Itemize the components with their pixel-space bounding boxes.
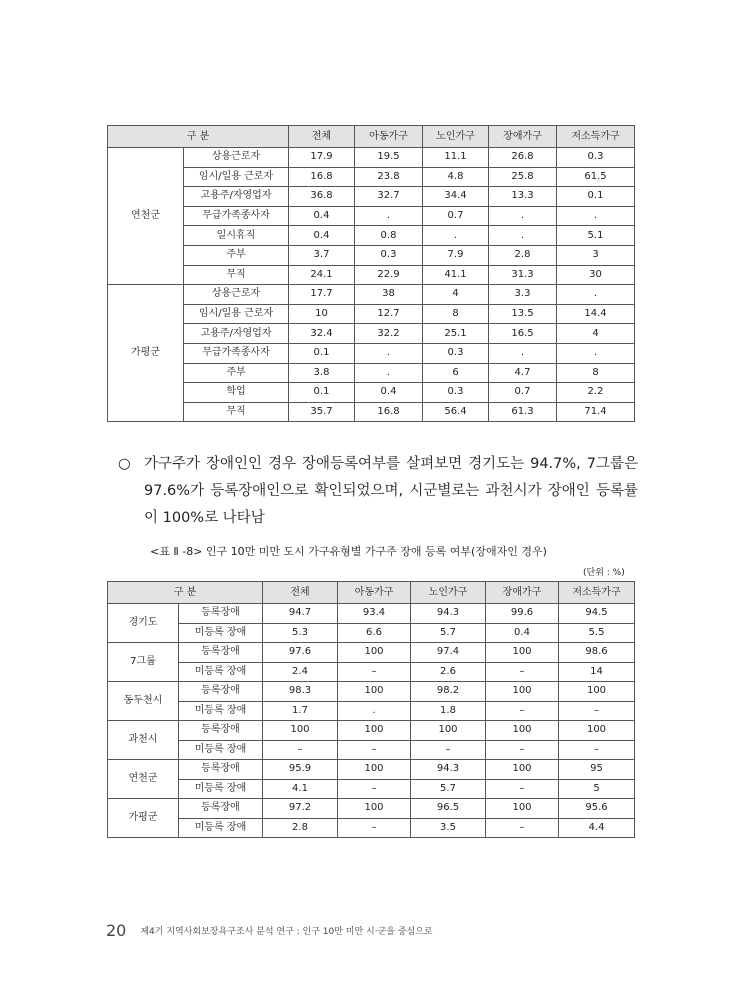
table2-cell: 5.7 bbox=[411, 779, 486, 799]
table1-cell: 4 bbox=[423, 285, 489, 305]
table2-cell: 100 bbox=[411, 721, 486, 741]
table1-cell: . bbox=[423, 226, 489, 246]
table1-row-label: 상용근로자 bbox=[184, 148, 289, 168]
table1-row-label: 학업 bbox=[184, 383, 289, 403]
table2-cell: – bbox=[338, 662, 411, 682]
table1-row-label: 주부 bbox=[184, 245, 289, 265]
table1-cell: 61.5 bbox=[557, 167, 635, 187]
table1-cell: 22.9 bbox=[355, 265, 423, 285]
table2-row-label: 미등록 장애 bbox=[179, 818, 263, 838]
table2-row bbox=[108, 662, 635, 682]
table2-group-label: 동두천시 bbox=[108, 682, 179, 721]
bullet-circle-icon: ○ bbox=[118, 456, 131, 472]
table1-row-label: 무직 bbox=[184, 265, 289, 285]
table2-cell: – bbox=[338, 818, 411, 838]
table1-row bbox=[108, 206, 635, 226]
table1-cell: 25.8 bbox=[489, 167, 557, 187]
table2-cell: 97.2 bbox=[263, 799, 338, 819]
table1-row bbox=[108, 324, 635, 344]
table1-cell: . bbox=[355, 363, 423, 383]
table1-cell: 4.8 bbox=[423, 167, 489, 187]
table1-cell: 0.8 bbox=[355, 226, 423, 246]
table2-row-label: 미등록 장애 bbox=[179, 701, 263, 721]
table2-group-label: 가평군 bbox=[108, 799, 179, 838]
table2-cell: 5.5 bbox=[559, 623, 635, 643]
table1-cell: 17.7 bbox=[289, 285, 355, 305]
table2-cell: 100 bbox=[338, 799, 411, 819]
table1-cell: 3.3 bbox=[489, 285, 557, 305]
table2-row bbox=[108, 623, 635, 643]
table2-cell: – bbox=[263, 740, 338, 760]
table2-cell: – bbox=[486, 740, 559, 760]
table1-cell: 13.3 bbox=[489, 187, 557, 207]
table1-cell: 25.1 bbox=[423, 324, 489, 344]
table2-cell: 94.5 bbox=[559, 604, 635, 624]
table2-cell: – bbox=[338, 779, 411, 799]
table1-cell: 24.1 bbox=[289, 265, 355, 285]
table1-cell: 32.2 bbox=[355, 324, 423, 344]
table2-cell: 98.2 bbox=[411, 682, 486, 702]
table2-cell: 2.6 bbox=[411, 662, 486, 682]
table1-group-label: 연천군 bbox=[108, 148, 184, 285]
table1-cell: 0.4 bbox=[289, 206, 355, 226]
table1-cell: 0.1 bbox=[289, 383, 355, 403]
table2-group-label: 과천시 bbox=[108, 721, 179, 760]
table2-row-label: 등록장애 bbox=[179, 721, 263, 741]
table2-cell: 93.4 bbox=[338, 604, 411, 624]
table2-cell: 100 bbox=[338, 721, 411, 741]
table2-row-label: 등록장애 bbox=[179, 760, 263, 780]
table2-cell: – bbox=[338, 740, 411, 760]
table1-header-cell: 전체 bbox=[289, 126, 355, 148]
table2-cell: 95 bbox=[559, 760, 635, 780]
table1-cell: 0.4 bbox=[355, 383, 423, 403]
table1-cell: 2.2 bbox=[557, 383, 635, 403]
table1-header-row bbox=[108, 126, 635, 148]
table1-cell: 16.8 bbox=[355, 402, 423, 422]
table1-cell: 0.7 bbox=[423, 206, 489, 226]
table2-row bbox=[108, 779, 635, 799]
table2-row-label: 등록장애 bbox=[179, 643, 263, 663]
table1-cell: 2.8 bbox=[489, 245, 557, 265]
table1-cell: 36.8 bbox=[289, 187, 355, 207]
table2-cell: 97.4 bbox=[411, 643, 486, 663]
table1-cell: 0.3 bbox=[355, 245, 423, 265]
table2-cell: 97.6 bbox=[263, 643, 338, 663]
table2-row bbox=[108, 701, 635, 721]
table2-cell: 4.4 bbox=[559, 818, 635, 838]
table2-header-cell: 장애가구 bbox=[486, 582, 559, 604]
table1-row bbox=[108, 245, 635, 265]
table1-row bbox=[108, 148, 635, 168]
employment-status-table bbox=[107, 125, 635, 422]
table2-header-cell: 구 분 bbox=[108, 582, 263, 604]
table2-cell: 94.7 bbox=[263, 604, 338, 624]
table1-cell: 3 bbox=[557, 245, 635, 265]
table2-cell: 100 bbox=[486, 682, 559, 702]
table1-cell: 8 bbox=[557, 363, 635, 383]
table1-cell: 11.1 bbox=[423, 148, 489, 168]
table2-cell: 2.8 bbox=[263, 818, 338, 838]
table2-cell: 2.4 bbox=[263, 662, 338, 682]
table1-cell: 19.5 bbox=[355, 148, 423, 168]
table2-cell: 94.3 bbox=[411, 760, 486, 780]
table2-cell: 5.3 bbox=[263, 623, 338, 643]
table2-header-row bbox=[108, 582, 635, 604]
table2-cell: – bbox=[486, 818, 559, 838]
table2-row-label: 미등록 장애 bbox=[179, 779, 263, 799]
table1-cell: 13.5 bbox=[489, 304, 557, 324]
table1-row bbox=[108, 226, 635, 246]
table2-cell: 100 bbox=[486, 721, 559, 741]
table2-header-cell: 노인가구 bbox=[411, 582, 486, 604]
table2-row bbox=[108, 740, 635, 760]
table2-cell: 100 bbox=[338, 760, 411, 780]
table1-cell: 32.7 bbox=[355, 187, 423, 207]
table1-cell: 26.8 bbox=[489, 148, 557, 168]
table2-row bbox=[108, 643, 635, 663]
table1-cell: 6 bbox=[423, 363, 489, 383]
table2-cell: 3.5 bbox=[411, 818, 486, 838]
table1-cell: . bbox=[355, 206, 423, 226]
table2-cell: 100 bbox=[338, 643, 411, 663]
table1-cell: 4.7 bbox=[489, 363, 557, 383]
table1-group-label: 가평군 bbox=[108, 285, 184, 422]
table1-header-cell: 아동가구 bbox=[355, 126, 423, 148]
table1-cell: . bbox=[557, 343, 635, 363]
table2-cell: 4.1 bbox=[263, 779, 338, 799]
disability-registration-table bbox=[107, 581, 635, 838]
table2-cell: – bbox=[486, 662, 559, 682]
table2-cell: 95.9 bbox=[263, 760, 338, 780]
table1-cell: . bbox=[489, 226, 557, 246]
table1-cell: . bbox=[355, 343, 423, 363]
table1-row-label: 일시휴직 bbox=[184, 226, 289, 246]
table1-row-label: 임시/일용 근로자 bbox=[184, 167, 289, 187]
table1-cell: 61.3 bbox=[489, 402, 557, 422]
table1-cell: 32.4 bbox=[289, 324, 355, 344]
table1-cell: 38 bbox=[355, 285, 423, 305]
page-number: 20 bbox=[106, 921, 127, 940]
table2-cell: 95.6 bbox=[559, 799, 635, 819]
table2-cell: . bbox=[338, 701, 411, 721]
table1-cell: 71.4 bbox=[557, 402, 635, 422]
table2-header-cell: 전체 bbox=[263, 582, 338, 604]
table2-cell: 5.7 bbox=[411, 623, 486, 643]
table2-row-label: 등록장애 bbox=[179, 682, 263, 702]
table2-group-label: 연천군 bbox=[108, 760, 179, 799]
table2-unit: (단위 : %) bbox=[583, 568, 625, 578]
table2-cell: 1.7 bbox=[263, 701, 338, 721]
table2-row bbox=[108, 604, 635, 624]
table2-row-label: 미등록 장애 bbox=[179, 662, 263, 682]
table2-caption: <표 Ⅱ -8> 인구 10만 미만 도시 가구유형별 가구주 장애 등록 여부(장애자인 경우) bbox=[150, 545, 547, 558]
table1-row-label: 주부 bbox=[184, 363, 289, 383]
table2-cell: 99.6 bbox=[486, 604, 559, 624]
table2-row-label: 미등록 장애 bbox=[179, 623, 263, 643]
table2-cell: 100 bbox=[486, 799, 559, 819]
table1-cell: 0.4 bbox=[289, 226, 355, 246]
table2-header-cell: 아동가구 bbox=[338, 582, 411, 604]
table1-header-cell: 노인가구 bbox=[423, 126, 489, 148]
table1-cell: 12.7 bbox=[355, 304, 423, 324]
table1-cell: 0.1 bbox=[289, 343, 355, 363]
table1-row-label: 무급가족종사자 bbox=[184, 343, 289, 363]
table1-cell: 34.4 bbox=[423, 187, 489, 207]
table1-cell: 4 bbox=[557, 324, 635, 344]
table1-row-label: 고용주/자영업자 bbox=[184, 187, 289, 207]
table1-cell: . bbox=[557, 285, 635, 305]
table1-row-label: 무직 bbox=[184, 402, 289, 422]
table1-row bbox=[108, 304, 635, 324]
table1-cell: . bbox=[489, 206, 557, 226]
table1-cell: . bbox=[489, 343, 557, 363]
table1-cell: 8 bbox=[423, 304, 489, 324]
table2-cell: 100 bbox=[486, 643, 559, 663]
table1-cell: 10 bbox=[289, 304, 355, 324]
table1-cell: 17.9 bbox=[289, 148, 355, 168]
table2-cell: 0.4 bbox=[486, 623, 559, 643]
table1-row bbox=[108, 383, 635, 403]
table1-cell: 16.8 bbox=[289, 167, 355, 187]
running-title: 제4기 지역사회보장욕구조사 분석 연구 : 인구 10만 미만 시·군을 중심으로 bbox=[140, 927, 433, 937]
table2-row bbox=[108, 682, 635, 702]
table1-row bbox=[108, 363, 635, 383]
table1-row-label: 무급가족종사자 bbox=[184, 206, 289, 226]
table2-cell: 5 bbox=[559, 779, 635, 799]
table1-header-cell: 장애가구 bbox=[489, 126, 557, 148]
table1-cell: . bbox=[557, 206, 635, 226]
table2-cell: 1.8 bbox=[411, 701, 486, 721]
table2-cell: 100 bbox=[559, 682, 635, 702]
table2-group-label: 경기도 bbox=[108, 604, 179, 643]
table2-cell: – bbox=[411, 740, 486, 760]
table2-cell: 6.6 bbox=[338, 623, 411, 643]
table2-cell: 98.6 bbox=[559, 643, 635, 663]
table1-cell: 0.3 bbox=[423, 383, 489, 403]
table2-cell: – bbox=[486, 701, 559, 721]
table1-row bbox=[108, 343, 635, 363]
table1-cell: 35.7 bbox=[289, 402, 355, 422]
table2-cell: 100 bbox=[263, 721, 338, 741]
table2-group-label: 7그룹 bbox=[108, 643, 179, 682]
table1-header-cell: 저소득가구 bbox=[557, 126, 635, 148]
table1-cell: 7.9 bbox=[423, 245, 489, 265]
table1-cell: 41.1 bbox=[423, 265, 489, 285]
table2-row bbox=[108, 760, 635, 780]
table2-row bbox=[108, 818, 635, 838]
table1-row bbox=[108, 402, 635, 422]
page-footer bbox=[106, 921, 433, 940]
table1-row bbox=[108, 265, 635, 285]
table1-cell: 0.3 bbox=[557, 148, 635, 168]
table2-cell: 96.5 bbox=[411, 799, 486, 819]
table2-header-cell: 저소득가구 bbox=[559, 582, 635, 604]
table2-cell: – bbox=[486, 779, 559, 799]
table1-cell: 3.8 bbox=[289, 363, 355, 383]
table1-cell: 5.1 bbox=[557, 226, 635, 246]
table1-cell: 0.3 bbox=[423, 343, 489, 363]
table2-row bbox=[108, 721, 635, 741]
table2-row bbox=[108, 799, 635, 819]
table1-row bbox=[108, 187, 635, 207]
table1-cell: 14.4 bbox=[557, 304, 635, 324]
summary-paragraph bbox=[118, 451, 638, 532]
table2-cell: 94.3 bbox=[411, 604, 486, 624]
table2-cell: 100 bbox=[486, 760, 559, 780]
table1-row-label: 고용주/자영업자 bbox=[184, 324, 289, 344]
table2-row-label: 등록장애 bbox=[179, 799, 263, 819]
table1-header-cell: 구 분 bbox=[108, 126, 289, 148]
table1-row-label: 임시/일용 근로자 bbox=[184, 304, 289, 324]
table1-row-label: 상용근로자 bbox=[184, 285, 289, 305]
table2-row-label: 미등록 장애 bbox=[179, 740, 263, 760]
table1-row bbox=[108, 285, 635, 305]
table2-cell: – bbox=[559, 701, 635, 721]
table2-row-label: 등록장애 bbox=[179, 604, 263, 624]
table1-cell: 0.7 bbox=[489, 383, 557, 403]
table1-cell: 0.1 bbox=[557, 187, 635, 207]
table1-cell: 3.7 bbox=[289, 245, 355, 265]
summary-text: 가구주가 장애인인 경우 장애등록여부를 살펴보면 경기도는 94.7%, 7그룹은 97.6%가 등록장애인으로 확인되었으며, 시군별로는 과천시가 장애인 등록률이 100%로 나타남 bbox=[144, 456, 638, 526]
table1-cell: 30 bbox=[557, 265, 635, 285]
table2-cell: 98.3 bbox=[263, 682, 338, 702]
table2-cell: 100 bbox=[338, 682, 411, 702]
table1-cell: 16.5 bbox=[489, 324, 557, 344]
table2-cell: – bbox=[559, 740, 635, 760]
table1-row bbox=[108, 167, 635, 187]
table1-cell: 31.3 bbox=[489, 265, 557, 285]
table2-cell: 100 bbox=[559, 721, 635, 741]
table2-cell: 14 bbox=[559, 662, 635, 682]
table1-cell: 56.4 bbox=[423, 402, 489, 422]
table1-cell: 23.8 bbox=[355, 167, 423, 187]
